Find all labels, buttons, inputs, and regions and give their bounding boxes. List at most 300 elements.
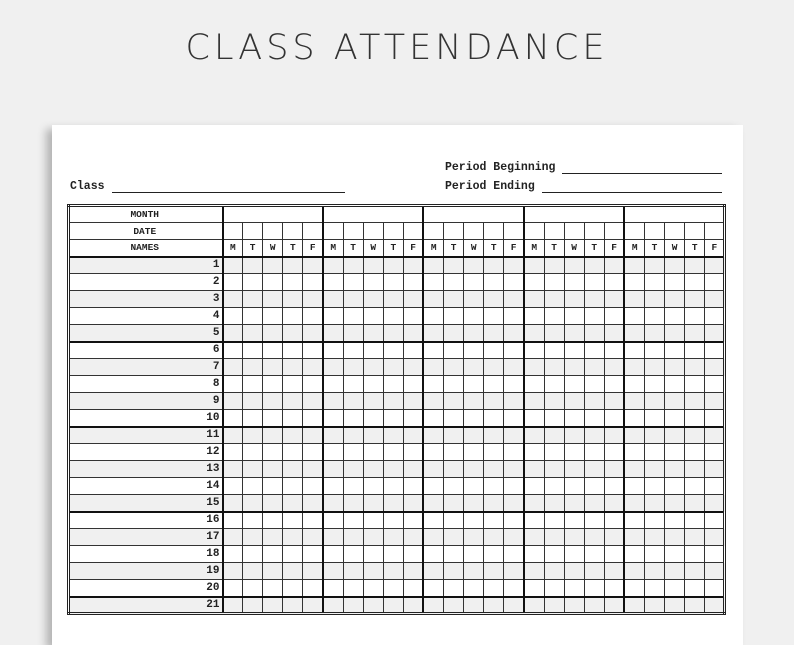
attendance-cell[interactable] [343,393,363,410]
attendance-cell[interactable] [665,461,685,478]
attendance-cell[interactable] [464,580,484,597]
attendance-cell[interactable] [484,444,504,461]
month-cell[interactable] [624,206,724,223]
date-cell[interactable] [223,223,243,240]
attendance-cell[interactable] [584,291,604,308]
attendance-cell[interactable] [223,461,243,478]
attendance-cell[interactable] [484,359,504,376]
attendance-cell[interactable] [564,478,584,495]
attendance-cell[interactable] [383,563,403,580]
attendance-cell[interactable] [564,376,584,393]
attendance-cell[interactable] [584,325,604,342]
date-cell[interactable] [423,223,443,240]
attendance-cell[interactable] [383,274,403,291]
attendance-cell[interactable] [484,257,504,274]
attendance-cell[interactable] [544,342,564,359]
attendance-cell[interactable] [343,325,363,342]
attendance-cell[interactable] [665,580,685,597]
attendance-cell[interactable] [444,580,464,597]
attendance-cell[interactable] [624,495,644,512]
attendance-cell[interactable] [363,410,383,427]
attendance-cell[interactable] [323,444,343,461]
attendance-cell[interactable] [685,444,705,461]
row-number[interactable]: 13 [69,461,223,478]
attendance-cell[interactable] [223,495,243,512]
attendance-cell[interactable] [243,563,263,580]
attendance-cell[interactable] [464,546,484,563]
attendance-cell[interactable] [363,444,383,461]
attendance-cell[interactable] [544,444,564,461]
attendance-cell[interactable] [383,410,403,427]
attendance-cell[interactable] [604,580,624,597]
attendance-cell[interactable] [343,546,363,563]
attendance-cell[interactable] [444,325,464,342]
attendance-cell[interactable] [423,325,443,342]
attendance-cell[interactable] [383,461,403,478]
attendance-cell[interactable] [464,597,484,614]
attendance-cell[interactable] [504,444,524,461]
row-number[interactable]: 18 [69,546,223,563]
attendance-cell[interactable] [323,410,343,427]
attendance-cell[interactable] [444,257,464,274]
attendance-cell[interactable] [464,427,484,444]
attendance-cell[interactable] [283,461,303,478]
attendance-cell[interactable] [604,597,624,614]
attendance-cell[interactable] [403,427,423,444]
attendance-cell[interactable] [464,257,484,274]
attendance-cell[interactable] [464,325,484,342]
attendance-cell[interactable] [665,325,685,342]
attendance-cell[interactable] [223,410,243,427]
attendance-cell[interactable] [223,325,243,342]
attendance-cell[interactable] [263,580,283,597]
attendance-cell[interactable] [423,274,443,291]
attendance-cell[interactable] [484,461,504,478]
attendance-cell[interactable] [484,393,504,410]
attendance-cell[interactable] [263,376,283,393]
attendance-cell[interactable] [243,376,263,393]
attendance-cell[interactable] [524,529,544,546]
attendance-cell[interactable] [263,393,283,410]
row-number[interactable]: 8 [69,376,223,393]
attendance-cell[interactable] [383,478,403,495]
attendance-cell[interactable] [504,359,524,376]
attendance-cell[interactable] [223,308,243,325]
attendance-cell[interactable] [504,257,524,274]
attendance-cell[interactable] [383,495,403,512]
attendance-cell[interactable] [444,274,464,291]
attendance-cell[interactable] [685,563,705,580]
attendance-cell[interactable] [524,257,544,274]
attendance-cell[interactable] [644,257,664,274]
attendance-cell[interactable] [263,359,283,376]
attendance-cell[interactable] [343,444,363,461]
attendance-cell[interactable] [263,427,283,444]
attendance-cell[interactable] [444,376,464,393]
attendance-cell[interactable] [644,291,664,308]
attendance-cell[interactable] [403,495,423,512]
attendance-cell[interactable] [705,257,725,274]
attendance-cell[interactable] [705,546,725,563]
attendance-cell[interactable] [705,376,725,393]
attendance-cell[interactable] [343,478,363,495]
attendance-cell[interactable] [444,444,464,461]
attendance-cell[interactable] [383,257,403,274]
attendance-cell[interactable] [604,461,624,478]
attendance-cell[interactable] [403,580,423,597]
attendance-cell[interactable] [343,342,363,359]
attendance-cell[interactable] [484,529,504,546]
attendance-cell[interactable] [223,342,243,359]
date-cell[interactable] [685,223,705,240]
attendance-cell[interactable] [685,291,705,308]
attendance-cell[interactable] [303,376,323,393]
attendance-cell[interactable] [544,478,564,495]
attendance-cell[interactable] [363,325,383,342]
attendance-cell[interactable] [484,376,504,393]
attendance-cell[interactable] [423,342,443,359]
attendance-cell[interactable] [383,580,403,597]
attendance-cell[interactable] [283,274,303,291]
attendance-cell[interactable] [624,512,644,529]
date-cell[interactable] [383,223,403,240]
attendance-cell[interactable] [484,597,504,614]
attendance-cell[interactable] [363,308,383,325]
attendance-cell[interactable] [665,495,685,512]
attendance-cell[interactable] [303,410,323,427]
attendance-cell[interactable] [403,512,423,529]
attendance-cell[interactable] [624,478,644,495]
attendance-cell[interactable] [564,274,584,291]
attendance-cell[interactable] [303,359,323,376]
row-number[interactable]: 12 [69,444,223,461]
attendance-cell[interactable] [303,291,323,308]
attendance-cell[interactable] [644,393,664,410]
attendance-cell[interactable] [383,325,403,342]
attendance-cell[interactable] [564,546,584,563]
attendance-cell[interactable] [223,563,243,580]
attendance-cell[interactable] [685,342,705,359]
attendance-cell[interactable] [685,461,705,478]
attendance-cell[interactable] [584,461,604,478]
attendance-cell[interactable] [323,342,343,359]
attendance-cell[interactable] [243,427,263,444]
attendance-cell[interactable] [363,546,383,563]
attendance-cell[interactable] [524,546,544,563]
attendance-cell[interactable] [303,597,323,614]
attendance-cell[interactable] [705,512,725,529]
attendance-cell[interactable] [644,546,664,563]
attendance-cell[interactable] [323,580,343,597]
attendance-cell[interactable] [484,308,504,325]
attendance-cell[interactable] [484,410,504,427]
attendance-cell[interactable] [343,359,363,376]
attendance-cell[interactable] [544,546,564,563]
attendance-cell[interactable] [343,257,363,274]
attendance-cell[interactable] [484,274,504,291]
attendance-cell[interactable] [685,512,705,529]
date-cell[interactable] [504,223,524,240]
attendance-cell[interactable] [624,580,644,597]
date-cell[interactable] [644,223,664,240]
attendance-cell[interactable] [584,529,604,546]
attendance-cell[interactable] [283,495,303,512]
attendance-cell[interactable] [624,359,644,376]
attendance-cell[interactable] [303,546,323,563]
attendance-cell[interactable] [403,444,423,461]
attendance-cell[interactable] [705,427,725,444]
attendance-cell[interactable] [685,359,705,376]
attendance-cell[interactable] [644,308,664,325]
attendance-cell[interactable] [343,495,363,512]
attendance-cell[interactable] [444,342,464,359]
date-cell[interactable] [363,223,383,240]
attendance-cell[interactable] [624,597,644,614]
row-number[interactable]: 5 [69,325,223,342]
attendance-cell[interactable] [504,580,524,597]
attendance-cell[interactable] [564,597,584,614]
attendance-cell[interactable] [423,410,443,427]
attendance-cell[interactable] [584,359,604,376]
attendance-cell[interactable] [423,393,443,410]
attendance-cell[interactable] [524,325,544,342]
attendance-cell[interactable] [303,308,323,325]
attendance-cell[interactable] [504,325,524,342]
attendance-cell[interactable] [705,444,725,461]
date-cell[interactable] [444,223,464,240]
attendance-cell[interactable] [504,495,524,512]
attendance-cell[interactable] [323,325,343,342]
attendance-cell[interactable] [403,478,423,495]
period-beginning-line[interactable] [562,163,722,174]
month-cell[interactable] [223,206,323,223]
attendance-cell[interactable] [544,410,564,427]
attendance-cell[interactable] [584,546,604,563]
attendance-cell[interactable] [624,529,644,546]
attendance-cell[interactable] [564,308,584,325]
attendance-cell[interactable] [363,427,383,444]
attendance-cell[interactable] [223,580,243,597]
date-cell[interactable] [604,223,624,240]
attendance-cell[interactable] [243,461,263,478]
attendance-cell[interactable] [263,308,283,325]
attendance-cell[interactable] [223,444,243,461]
attendance-cell[interactable] [423,461,443,478]
attendance-cell[interactable] [484,512,504,529]
attendance-cell[interactable] [444,529,464,546]
attendance-cell[interactable] [665,427,685,444]
attendance-cell[interactable] [283,427,303,444]
attendance-cell[interactable] [665,342,685,359]
attendance-cell[interactable] [544,495,564,512]
attendance-cell[interactable] [624,257,644,274]
attendance-cell[interactable] [484,291,504,308]
attendance-cell[interactable] [303,342,323,359]
attendance-cell[interactable] [303,257,323,274]
attendance-cell[interactable] [363,393,383,410]
date-cell[interactable] [343,223,363,240]
attendance-cell[interactable] [705,580,725,597]
attendance-cell[interactable] [504,291,524,308]
attendance-cell[interactable] [624,291,644,308]
attendance-cell[interactable] [243,444,263,461]
attendance-cell[interactable] [403,546,423,563]
attendance-cell[interactable] [544,257,564,274]
attendance-cell[interactable] [604,478,624,495]
attendance-cell[interactable] [383,427,403,444]
attendance-cell[interactable] [403,342,423,359]
attendance-cell[interactable] [464,563,484,580]
row-number[interactable]: 16 [69,512,223,529]
date-cell[interactable] [323,223,343,240]
attendance-cell[interactable] [464,529,484,546]
attendance-cell[interactable] [524,308,544,325]
attendance-cell[interactable] [263,546,283,563]
attendance-cell[interactable] [544,580,564,597]
attendance-cell[interactable] [665,257,685,274]
attendance-cell[interactable] [504,529,524,546]
attendance-cell[interactable] [665,529,685,546]
row-number[interactable]: 2 [69,274,223,291]
attendance-cell[interactable] [243,597,263,614]
attendance-cell[interactable] [665,410,685,427]
attendance-cell[interactable] [323,495,343,512]
attendance-cell[interactable] [464,291,484,308]
attendance-cell[interactable] [564,512,584,529]
attendance-cell[interactable] [665,274,685,291]
attendance-cell[interactable] [323,461,343,478]
attendance-cell[interactable] [363,597,383,614]
attendance-cell[interactable] [444,461,464,478]
attendance-cell[interactable] [263,410,283,427]
attendance-cell[interactable] [263,478,283,495]
attendance-cell[interactable] [323,546,343,563]
row-number[interactable]: 14 [69,478,223,495]
attendance-cell[interactable] [363,478,383,495]
attendance-cell[interactable] [504,274,524,291]
attendance-cell[interactable] [504,393,524,410]
attendance-cell[interactable] [303,393,323,410]
attendance-cell[interactable] [444,495,464,512]
attendance-cell[interactable] [705,410,725,427]
attendance-cell[interactable] [504,597,524,614]
attendance-cell[interactable] [323,274,343,291]
attendance-cell[interactable] [685,308,705,325]
month-cell[interactable] [524,206,624,223]
attendance-cell[interactable] [604,359,624,376]
row-number[interactable]: 3 [69,291,223,308]
class-line[interactable] [112,182,345,193]
attendance-cell[interactable] [564,495,584,512]
attendance-cell[interactable] [283,393,303,410]
attendance-cell[interactable] [604,393,624,410]
attendance-cell[interactable] [263,461,283,478]
date-cell[interactable] [283,223,303,240]
attendance-cell[interactable] [383,291,403,308]
attendance-cell[interactable] [363,342,383,359]
attendance-cell[interactable] [504,512,524,529]
attendance-cell[interactable] [604,512,624,529]
attendance-cell[interactable] [524,563,544,580]
attendance-cell[interactable] [604,427,624,444]
attendance-cell[interactable] [464,495,484,512]
attendance-cell[interactable] [363,257,383,274]
attendance-cell[interactable] [283,444,303,461]
attendance-cell[interactable] [243,478,263,495]
date-cell[interactable] [303,223,323,240]
attendance-cell[interactable] [504,478,524,495]
attendance-cell[interactable] [363,291,383,308]
row-number[interactable]: 21 [69,597,223,614]
attendance-cell[interactable] [644,444,664,461]
attendance-cell[interactable] [584,342,604,359]
attendance-cell[interactable] [423,291,443,308]
attendance-cell[interactable] [323,563,343,580]
attendance-cell[interactable] [624,410,644,427]
attendance-cell[interactable] [564,325,584,342]
attendance-cell[interactable] [524,580,544,597]
attendance-cell[interactable] [464,393,484,410]
attendance-cell[interactable] [303,563,323,580]
attendance-cell[interactable] [323,597,343,614]
attendance-cell[interactable] [685,529,705,546]
attendance-cell[interactable] [423,580,443,597]
attendance-cell[interactable] [484,546,504,563]
attendance-cell[interactable] [644,359,664,376]
date-cell[interactable] [524,223,544,240]
attendance-cell[interactable] [685,427,705,444]
attendance-cell[interactable] [665,546,685,563]
attendance-cell[interactable] [444,512,464,529]
attendance-cell[interactable] [705,325,725,342]
attendance-cell[interactable] [444,410,464,427]
attendance-cell[interactable] [403,410,423,427]
attendance-cell[interactable] [524,444,544,461]
attendance-cell[interactable] [644,325,664,342]
attendance-cell[interactable] [584,274,604,291]
attendance-cell[interactable] [263,444,283,461]
attendance-cell[interactable] [604,444,624,461]
attendance-cell[interactable] [303,461,323,478]
attendance-cell[interactable] [564,291,584,308]
attendance-cell[interactable] [303,478,323,495]
row-number[interactable]: 10 [69,410,223,427]
attendance-cell[interactable] [524,342,544,359]
attendance-cell[interactable] [444,291,464,308]
attendance-cell[interactable] [544,325,564,342]
attendance-cell[interactable] [564,359,584,376]
attendance-cell[interactable] [223,512,243,529]
attendance-cell[interactable] [383,512,403,529]
attendance-cell[interactable] [685,257,705,274]
attendance-cell[interactable] [524,512,544,529]
attendance-cell[interactable] [665,597,685,614]
attendance-cell[interactable] [484,325,504,342]
attendance-cell[interactable] [544,512,564,529]
attendance-cell[interactable] [283,342,303,359]
attendance-cell[interactable] [444,563,464,580]
attendance-cell[interactable] [584,393,604,410]
attendance-cell[interactable] [644,410,664,427]
attendance-cell[interactable] [644,342,664,359]
attendance-cell[interactable] [303,325,323,342]
attendance-cell[interactable] [403,393,423,410]
attendance-cell[interactable] [665,478,685,495]
attendance-cell[interactable] [644,274,664,291]
attendance-cell[interactable] [303,495,323,512]
attendance-cell[interactable] [323,291,343,308]
attendance-cell[interactable] [423,563,443,580]
